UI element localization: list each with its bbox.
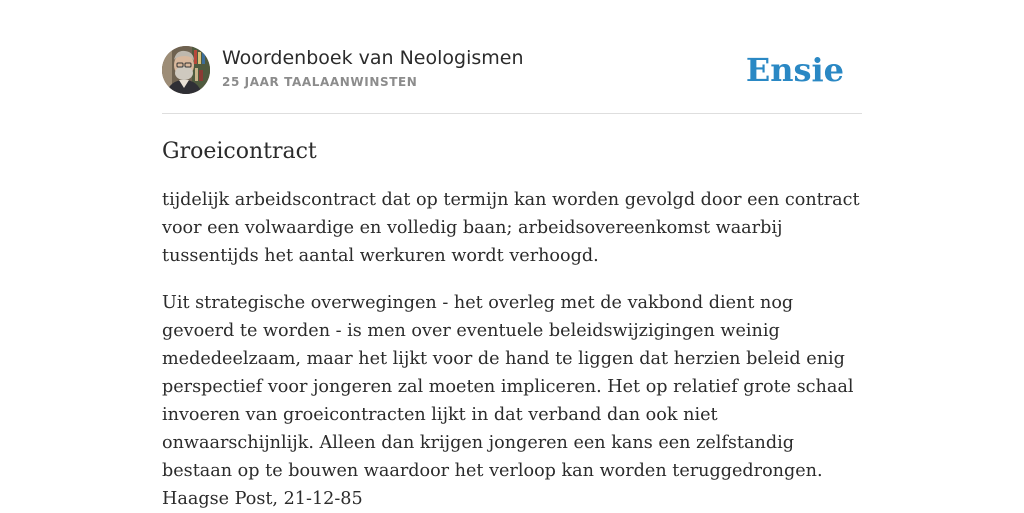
source-title[interactable]: Woordenboek van Neologismen	[222, 47, 524, 69]
entry-term: Groeicontract	[162, 139, 317, 164]
brand-logo[interactable]: Ensie	[745, 51, 844, 89]
entry-quote: Uit strategische overwegingen - het overleg met de vakbond dient nog gevoerd te worden - is men over eventuele beleidswijzigingen weinig mededeelzaam, maar het lijkt voor de hand te liggen dat herzien beleid enig perspectief voor jongeren zal moeten impliceren. Het op relatief grote schaal invoeren van groeicontracten lijkt in dat verband dan ook niet onwaarschijnlijk. Alleen dan krijgen jongeren een kans een zelfstandig bestaan op te bouwen waardoor het verloop kan worden teruggedrongen. Haagse Post, 21-12-85	[162, 293, 854, 509]
author-avatar[interactable]	[162, 46, 210, 94]
author-portrait-icon	[162, 46, 210, 94]
divider	[162, 113, 862, 114]
entry-body	[162, 136, 862, 513]
entry-card	[162, 46, 862, 509]
source-subtitle: 25 JAAR TAALAANWINSTEN	[222, 75, 418, 89]
header	[162, 46, 862, 96]
entry-definition: tijdelijk arbeidscontract dat op termijn kan worden gevolgd door een contract voor een volwaardige en volledig baan; arbeidsovereenkomst waarbij tussentijds het aantal werkuren wordt verhoogd.	[162, 190, 860, 266]
